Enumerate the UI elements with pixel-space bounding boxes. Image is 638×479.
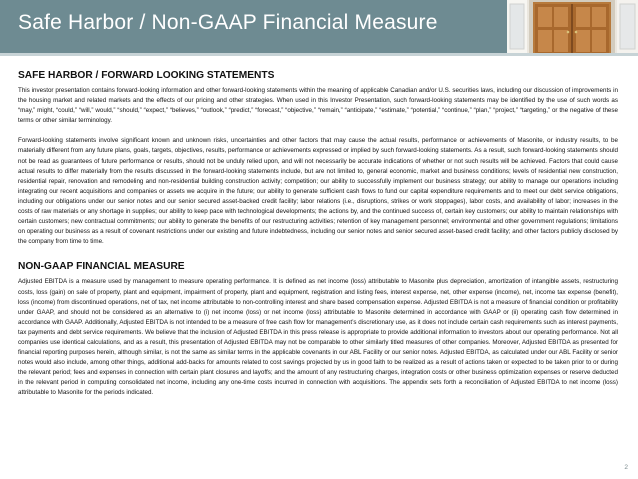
header-divider	[0, 53, 638, 56]
paragraph-spacer	[18, 126, 618, 136]
door-photo-icon	[507, 0, 638, 53]
page-number: 2	[624, 464, 628, 471]
slide-title: Safe Harbor / Non-GAAP Financial Measure	[18, 11, 438, 34]
safe-harbor-heading: SAFE HARBOR / FORWARD LOOKING STATEMENTS	[18, 70, 275, 81]
section-spacer	[18, 247, 618, 261]
slide-body	[18, 70, 618, 399]
non-gaap-paragraph: Adjusted EBITDA is a measure used by management to measure operating performance. It is defined as net income (loss) attributable to Masonite plus depreciation, amortization of intangible assets, restructuring costs, loss (gain) on sale of property, plant and equipment, impairment of property, plant and equipment, registration and listing fees, interest expense, net, other expense (income), net, income tax expense (benefit), loss (income) from discontinued operations, net of tax, net income attributable to non-controlling interest and share based compensation expense. Adjusted EBITDA is not a measure of financial condition or profitability under GAAP, and should not be considered as an alternative to (i) net income (loss) or net income (loss) attributable to Masonite determined in accordance with GAAP or (ii) operating cash flow determined in accordance with GAAP. Additionally, Adjusted EBITDA is not intended to be a measure of free cash flow for management’s discretionary use, as it does not include certain cash requirements such as interest payments, tax payments and debt service requirements. We believe that the inclusion of Adjusted EBITDA in this press release is appropriate to provide additional information to investors about our operating performance. Not all companies use identical calculations, and as a result, this presentation of Adjusted EBITDA may not be comparable to other similarly titled measures of other companies. Moreover, Adjusted EBITDA as presented for financial reporting purposes herein, although similar, is not the same as similar terms in the applicable covenants in our ABL Facility or our senior notes. Adjusted EBITDA, as calculated under our ABL Facility or senior notes would also include, among other things, additional add-backs for amounts related to cost savings projected by us in good faith to be realized as a result of actions taken or expected to be taken prior to or during the relevant period; fees and expenses in connection with certain plant closures and layoffs; and the amount of any restructuring charges, integration costs or other business optimization expenses or reserve deducted in the relevant period in computing consolidated net income, including any one-time costs incurred in connection with acquisitions. The appendix sets forth a reconciliation of Adjusted EBITDA to net income (loss) attributable to Masonite for the periods indicated.	[18, 278, 618, 397]
safe-harbor-paragraph-1: This investor presentation contains forward-looking information and other forward-looking statements within the meaning of applicable Canadian and/or U.S. securities laws, including our discussion of improvements in the housing market and related markets and the effects of our pricing and other strategies. When used in this Investor Presentation, such forward-looking statements may be identified by the use of such words as “may,” might, “could,” “will,” would,” “should,” “expect,” “believes,” “outlook,” “predict,” “forecast,” “objective,” “remain,” “anticipate,” “estimate,” “potential,” “continue,” “plan,” “project,” “targeting,” or the negative of these terms or other similar terminology.	[18, 87, 618, 125]
non-gaap-heading: NON-GAAP FINANCIAL MEASURE	[18, 261, 185, 273]
safe-harbor-paragraph-2: Forward-looking statements involve significant known and unknown risks, uncertainties and other factors that may cause the actual results, performance or achievements of Masonite, or industry results, to be materially different from any future plans, goals, targets, objectives, results, performance or achievements expressed or implied by such forward-looking statements. As a result, such forward-looking statements should not be read as guarantees of future performance or results, should not be unduly relied upon, and will not necessarily be accurate indications of whether or not such results will be achieved. Factors that could cause actual results to differ materially from the results discussed in the forward-looking statements include, but are not limited to, general economic, market and business conditions; levels of residential new construction, residential repair, renovation and remodeling and non-residential building construction activity; competition; our ability to successfully implement our business strategy; our ability to manage our operations including integrating our recent acquisitions and companies or assets we acquire in the future; our ability to generate sufficient cash flows to fund our capital expenditure requirements and to meet our debt service obligations, including our obligations under our senior notes and our senior secured asset-backed credit facility; labor relations (i.e., disruptions, strikes or work stoppages), labor costs, and availability of labor; increases in the costs of raw materials or any shortage in supplies; our ability to keep pace with technological developments; the actions by, and the continued success of, certain key customers; our ability to maintain relationships with certain customers; new contractual commitments; our ability to generate the benefits of our restructuring activities; retention of key management personnel; environmental and other government regulations; limitations on operating our business as a result of covenant restrictions under our existing and future indebtedness, including our senior notes and senior secured asset-based credit facility; and other factors publicly disclosed by the company from time to time.	[18, 137, 618, 246]
